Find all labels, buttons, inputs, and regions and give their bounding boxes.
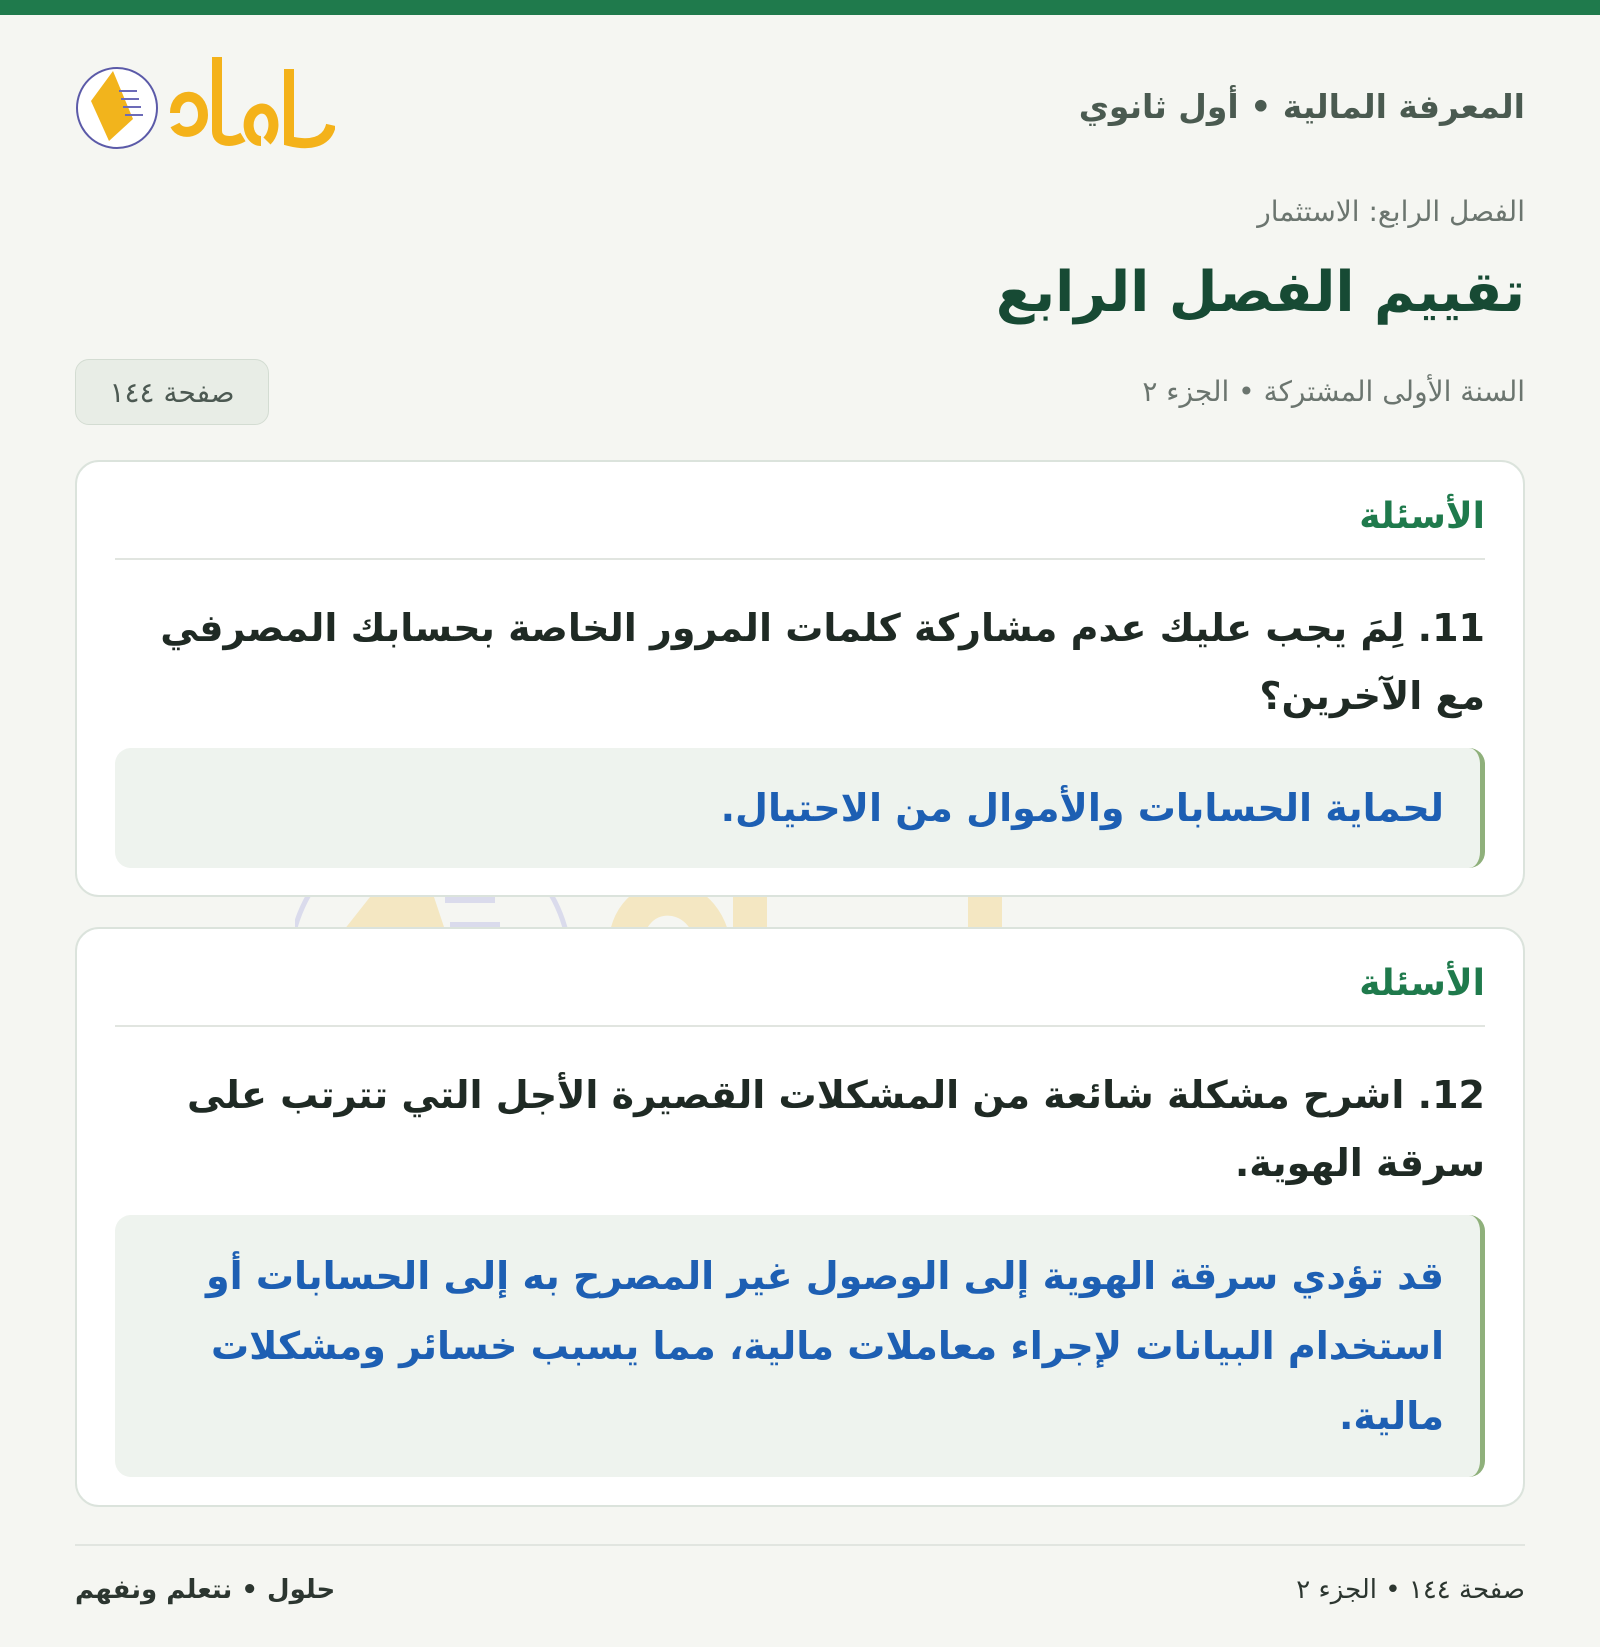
answer-text: قد تؤدي سرقة الهوية إلى الوصول غير المصرح به إلى الحسابات أو استخدام البيانات لإجراء معاملات مالية، مما يسبب خسائر ومشكلات مالية.	[206, 1254, 1444, 1438]
answer-box	[115, 1215, 1485, 1477]
answer-box	[115, 748, 1485, 868]
footer-divider	[75, 1544, 1525, 1546]
answer-text: لحماية الحسابات والأموال من الاحتيال.	[720, 786, 1444, 830]
card-heading: الأسئلة	[115, 929, 1485, 1027]
question-text: 12. اشرح مشكلة شائعة من المشكلات القصيرة الأجل التي تترتب على سرقة الهوية.	[187, 1073, 1485, 1185]
page-header	[75, 15, 1525, 175]
chapter-label: الفصل الرابع: الاستثمار	[1257, 195, 1525, 228]
question-card	[75, 460, 1525, 897]
footer-brand: حلول • نتعلم ونفهم	[75, 1575, 336, 1605]
hulul-logo-icon[interactable]	[75, 53, 335, 163]
top-accent-bar	[0, 0, 1600, 15]
question-card	[75, 927, 1525, 1507]
grade-part-line: السنة الأولى المشتركة • الجزء ٢	[1142, 375, 1525, 408]
subject-line: المعرفة المالية • أول ثانوي	[1078, 87, 1525, 126]
page-content	[75, 15, 1525, 1438]
page-title: تقييم الفصل الرابع	[995, 260, 1525, 325]
footer-page-info: صفحة ١٤٤ • الجزء ٢	[1296, 1575, 1525, 1605]
card-heading: الأسئلة	[115, 462, 1485, 560]
question-text: 11. لِمَ يجب عليك عدم مشاركة كلمات المرور الخاصة بحسابك المصرفي مع الآخرين؟	[160, 606, 1485, 718]
page-number-badge: صفحة ١٤٤	[75, 359, 269, 425]
